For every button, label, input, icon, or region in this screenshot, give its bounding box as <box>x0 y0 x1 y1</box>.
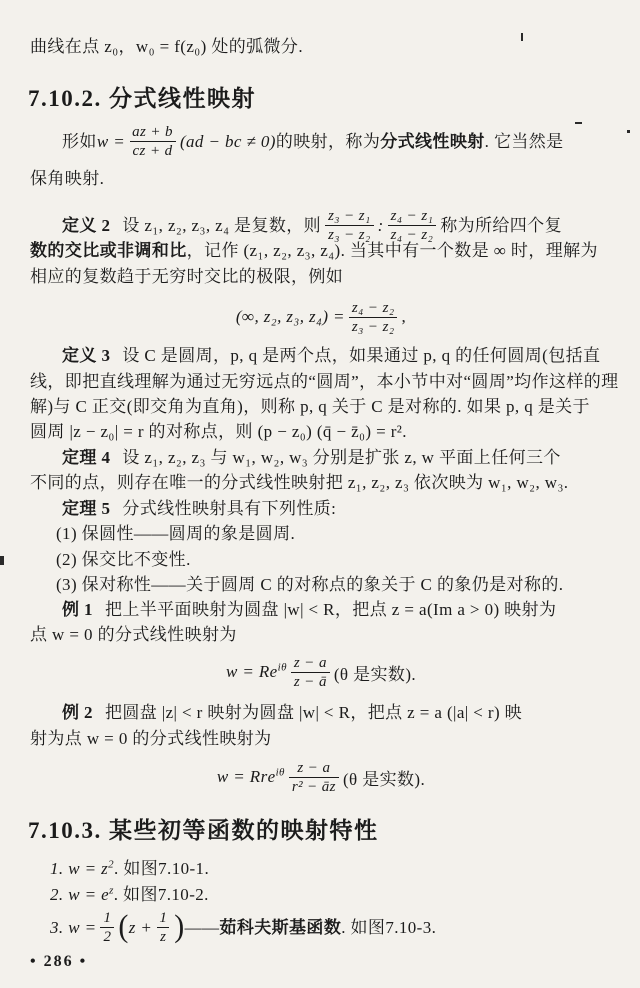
section-heading-text: 7.10.2. 分式线性映射 <box>28 86 256 111</box>
def3-l2: 线，即把直线理解为通过无穷远点的“圆周”，本小节中对“圆周”均作这样的理 <box>30 372 619 391</box>
right-paren: ) <box>174 909 185 944</box>
para1-line2 <box>30 166 104 191</box>
fraction-eq2 <box>291 654 330 691</box>
def2-line2 <box>30 238 598 263</box>
fraction-denominator: r² − āz <box>289 777 339 796</box>
thm4-l2: 不同的点，则存在唯一的分式线性映射把 z₁, z₂, z₃ 依次映为 w₁, w₂, w₃. <box>30 473 569 492</box>
ex1-label: 例 1 <box>62 600 93 619</box>
def2-line3 <box>30 264 343 289</box>
def2-text2: 称为所给四个复 <box>440 215 562 235</box>
def2-bold-anharmonic: 非调和比 <box>117 241 187 260</box>
def2-l2c: 或 <box>99 241 118 260</box>
item1-exponent: 2 <box>108 858 115 871</box>
scan-speck <box>575 122 582 124</box>
equation-post: (θ 是实数). <box>333 664 417 684</box>
thm5-item-2 <box>56 547 191 572</box>
map-item-1 <box>50 856 209 881</box>
ex1-line2 <box>30 622 237 647</box>
fraction-az-b-over-cz-d <box>129 123 176 160</box>
thm4-label: 定理 4 <box>62 448 111 467</box>
fraction-numerator: z₃ − z₁ <box>328 207 371 224</box>
item2-figure-ref: . 如图7.10-2. <box>113 885 209 904</box>
item3-formula-pre: 3. w = <box>50 917 97 937</box>
def2-text1: 设 z₁, z₂, z₃, z₄ 是复数，则 <box>122 215 322 235</box>
item3-formula-mid: z + <box>128 917 153 937</box>
ex2-l1: 把圆盘 |z| < r 映射为圆盘 |w| < R，把点 z = a (|a| < r) 映 <box>104 703 523 722</box>
def3-line1 <box>62 343 600 368</box>
thm5-label: 定理 5 <box>62 499 111 518</box>
def3-line2 <box>30 369 619 394</box>
fraction-eq1 <box>349 299 398 336</box>
map-item-3 <box>50 905 436 949</box>
ex1-line1 <box>62 597 556 622</box>
para1-mid: 的映射，称为 <box>275 131 381 151</box>
section-heading-text: 7.10.3. 某些初等函数的映射特性 <box>28 818 379 843</box>
para1-line2-text: 保角映射. <box>30 169 105 188</box>
map-item-2 <box>50 882 209 907</box>
para1-pre: 形如 <box>62 131 97 151</box>
fraction-one-half <box>100 909 114 946</box>
item3-figure-ref: . 如图7.10-3. <box>341 917 437 937</box>
ex2-label: 例 2 <box>62 703 93 722</box>
fraction-one-over-z <box>156 909 170 946</box>
footer-left-mark: • <box>30 953 38 970</box>
equation-pre: w = R <box>225 662 270 681</box>
ex1-l1: 把上半平面映射为圆盘 |w| < R，把点 z = a(Im a > 0) 映射为 <box>104 600 557 619</box>
ex2-l2: 射为点 w = 0 的分式线性映射为 <box>30 729 272 748</box>
para1-bold-term: 分式线性映射 <box>380 131 485 151</box>
e-exponential <box>268 767 285 787</box>
ex2-line2 <box>30 726 272 751</box>
thm4-line1 <box>62 445 561 470</box>
equation-cross-ratio-infinity <box>30 292 612 342</box>
e-base: e <box>267 767 276 786</box>
fraction-denominator: 2 <box>100 927 114 946</box>
def2-bold-cross-ratio: 交比 <box>64 241 100 260</box>
def3-l4: 圆周 |z − z₀| = r 的对称点，则 (p − z₀) (q̄ − z̄₀) = r². <box>30 422 407 441</box>
page-footer <box>30 953 87 971</box>
def3-l1: 设 C 是圆周，p, q 是两个点，如果通过 p, q 的任何圆周(包括直 <box>122 346 601 365</box>
fraction-eq3 <box>289 759 339 796</box>
equation-example1 <box>30 648 612 696</box>
def3-label: 定义 3 <box>62 346 111 365</box>
scan-speck <box>627 130 630 133</box>
fraction-denominator: z − ā <box>291 672 330 691</box>
thm5-intro: 分式线性映射具有下列性质: <box>122 499 337 518</box>
def2-l2e: ，记作 (z₁, z₂, z₃, z₄). 当其中有一个数是 ∞ 时，理解为 <box>186 241 598 260</box>
def3-line3 <box>30 394 590 419</box>
fraction-denominator: z₃ − z₂ <box>325 225 374 244</box>
thm4-l1: 设 z₁, z₂, z₃ 与 w₁, w₂, w₃ 分别是扩张 z, w 平面上任何三个 <box>122 448 561 467</box>
fraction-denominator: z₃ − z₂ <box>349 317 398 336</box>
section-heading-7-10-2 <box>28 80 256 113</box>
scan-speck <box>0 556 4 565</box>
thm5-item-2-text: (2) 保交比不变性. <box>56 550 191 569</box>
section-heading-7-10-3 <box>28 812 379 845</box>
def3-line4 <box>30 419 407 444</box>
ex1-l2: 点 w = 0 的分式线性映射为 <box>30 625 237 644</box>
thm5-item-1-text: (1) 保圆性——圆周的象是圆周. <box>56 524 296 543</box>
e-exponent: iθ <box>277 661 287 674</box>
intro-line <box>30 34 303 59</box>
thm5-line <box>62 496 336 521</box>
def2-label: 定义 2 <box>62 215 111 235</box>
thm5-item-1 <box>56 521 295 546</box>
para1-w-equals: w = <box>96 131 126 151</box>
equation-post: (θ 是实数). <box>342 769 426 789</box>
para1-post: . 它当然是 <box>484 131 564 151</box>
fraction-numerator: z₄ − z₂ <box>351 299 395 316</box>
fraction-numerator: az + b <box>132 123 173 140</box>
equation-pre: w = Rr <box>216 767 268 786</box>
fraction-denominator: cz + d <box>130 141 176 160</box>
intro-text: 曲线在点 z₀，w₀ = f(z₀) 处的弧微分. <box>30 37 303 56</box>
e-base: e <box>269 662 278 681</box>
fraction-numerator: z − a <box>297 759 331 776</box>
def2-l2a: 数的 <box>30 241 65 260</box>
equation-tail: , <box>401 307 407 326</box>
item1-formula: 1. w = z <box>50 859 109 878</box>
fraction-numerator: z − a <box>293 654 327 671</box>
item2-exponent: z <box>109 884 114 897</box>
equation-lhs: (∞, z₂, z₃, z₄) = <box>235 307 345 326</box>
equation-example2 <box>30 752 612 802</box>
thm4-line2 <box>30 470 568 495</box>
fraction-numerator: 1 <box>159 909 168 926</box>
footer-right-mark: • <box>79 953 88 970</box>
thm5-item-3 <box>56 572 563 597</box>
item1-figure-ref: . 如图7.10-1. <box>114 859 210 878</box>
page-number: 286 <box>43 953 74 970</box>
def2-l3: 相应的复数趋于无穷时交比的极限，例如 <box>30 267 344 286</box>
item3-joukowski-name: 茹科夫斯基函数 <box>219 917 342 937</box>
fraction-denominator: z₄ − z₂ <box>388 225 437 244</box>
para1-line1 <box>62 118 564 164</box>
ex2-line1 <box>62 700 522 725</box>
def3-l3: 解)与 C 正交(即交角为直角)，则称 p, q 关于 C 是对称的. 如果 p, q 是关于 <box>30 397 590 416</box>
e-exponential <box>270 662 287 682</box>
scan-speck <box>521 33 523 41</box>
thm5-item-3-text: (3) 保对称性——关于圆周 C 的对称点的象关于 C 的象仍是对称的. <box>56 575 564 594</box>
fraction-numerator: z₄ − z₁ <box>390 207 434 224</box>
left-paren: ( <box>118 909 129 944</box>
def2-colon: : <box>377 215 384 235</box>
e-exponent: iθ <box>275 766 285 779</box>
para1-condition: (ad − bc ≠ 0) <box>179 131 276 151</box>
item3-dash: —— <box>184 917 220 937</box>
fraction-numerator: 1 <box>103 909 112 926</box>
item2-formula: 2. w = e <box>50 885 110 904</box>
fraction-denominator: z <box>157 927 169 946</box>
